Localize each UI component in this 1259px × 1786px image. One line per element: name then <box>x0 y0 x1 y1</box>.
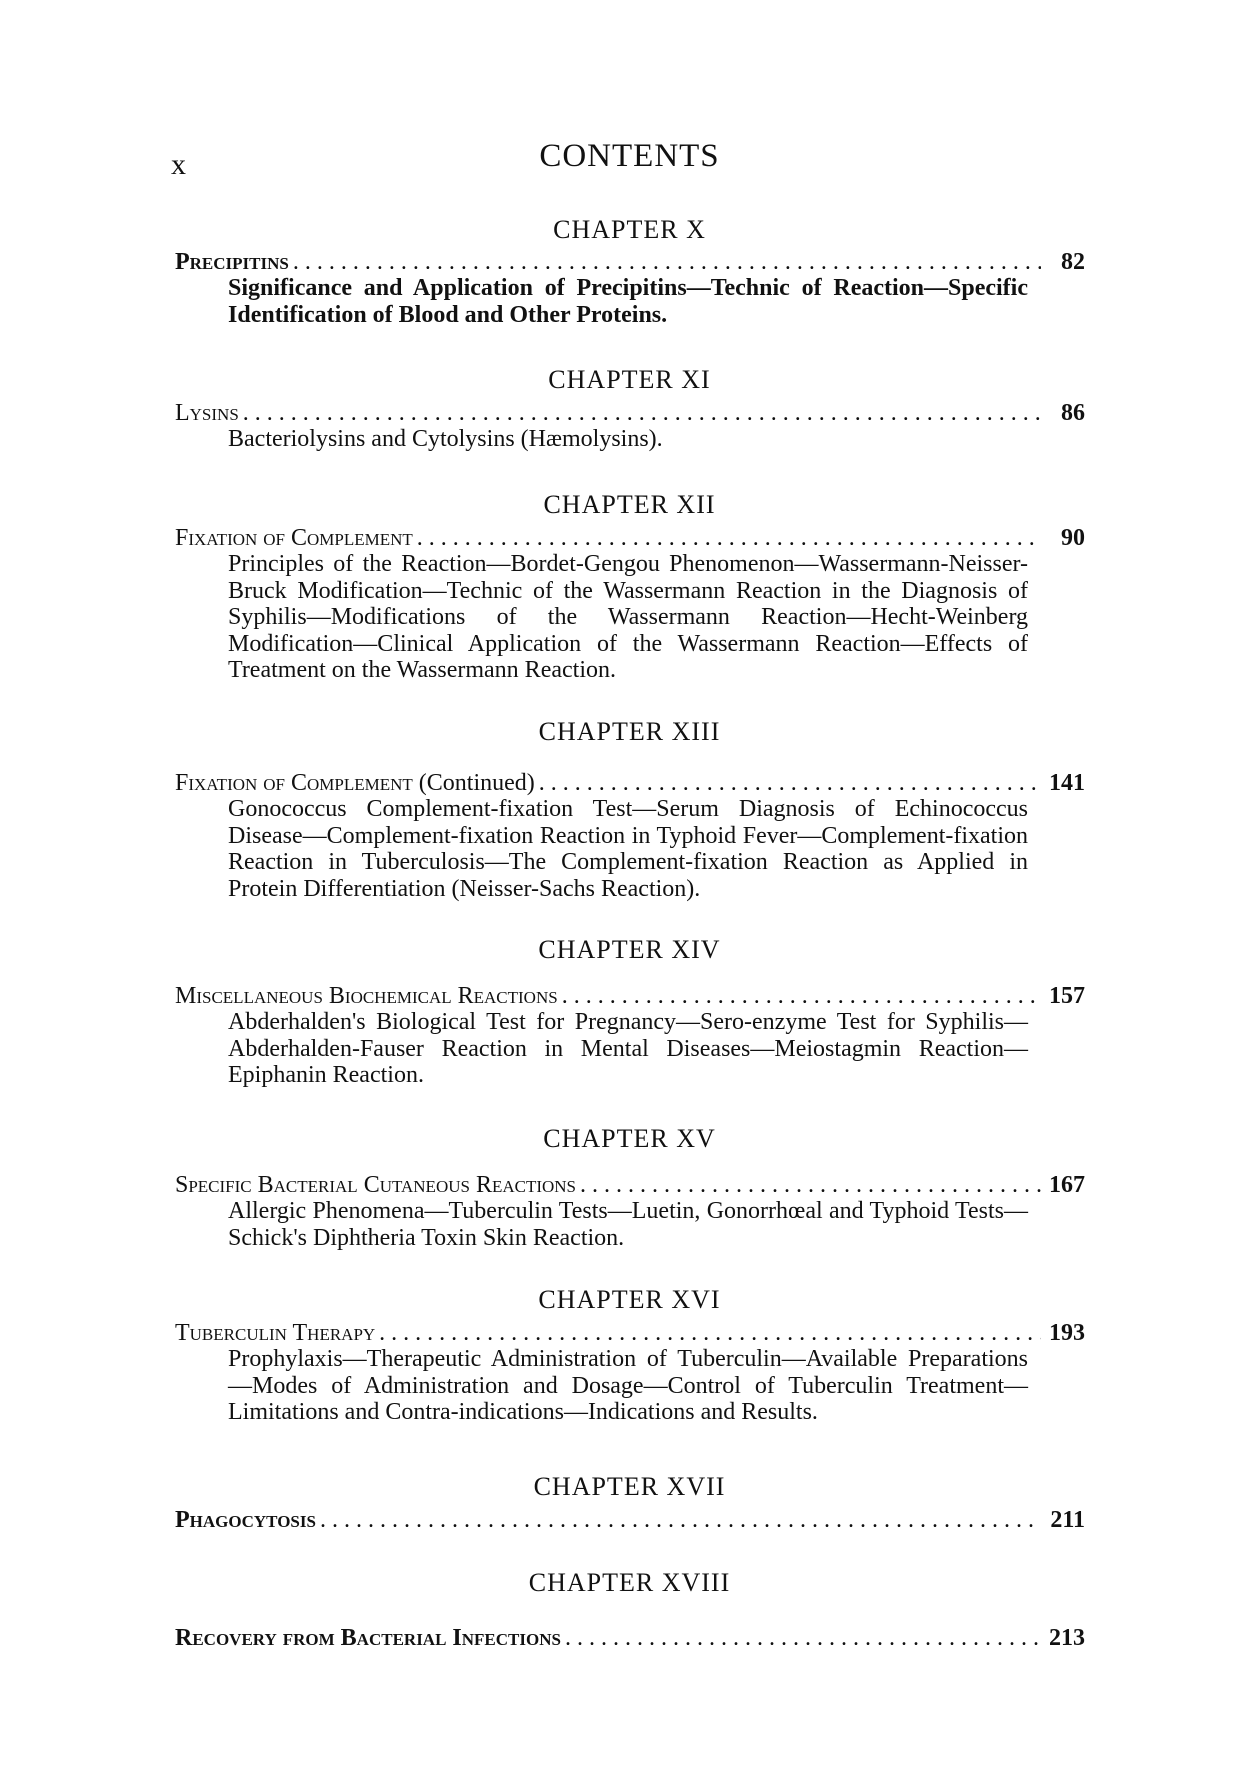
toc-entry <box>175 1172 1085 1251</box>
page-number: 193 <box>1049 1320 1085 1346</box>
dot-leader <box>539 770 1041 796</box>
running-head: CONTENTS <box>539 138 720 174</box>
toc-line <box>175 1320 1085 1346</box>
page-number: 211 <box>1050 1507 1085 1533</box>
toc-line <box>175 1507 1085 1533</box>
page-number: 90 <box>1061 525 1085 551</box>
chapter-heading: CHAPTER XIV <box>538 935 721 964</box>
dot-leader <box>580 1172 1041 1198</box>
toc-line <box>175 770 1085 796</box>
chapter-heading: CHAPTER XVIII <box>528 1568 731 1597</box>
toc-line <box>175 1172 1085 1198</box>
dot-leader <box>243 400 1041 426</box>
entry-title: Miscellaneous Biochemical Reactions <box>175 983 558 1009</box>
toc-entry <box>175 983 1085 1089</box>
dot-leader <box>562 983 1041 1009</box>
entry-description: Bacteriolysins and Cytolysins (Hæmolysins). <box>228 426 663 452</box>
entry-description: Significance and Application of Precipitins—Technic of Reaction—Specific Identification of Blood and Other Proteins. <box>228 275 1028 328</box>
entry-title: Specific Bacterial Cutaneous Reactions <box>175 1172 577 1198</box>
chapter-heading: CHAPTER XVII <box>533 1472 726 1501</box>
dot-leader <box>320 1507 1041 1533</box>
toc-entry <box>175 400 1085 453</box>
page-number: 167 <box>1049 1172 1085 1198</box>
toc-entry <box>175 1625 1085 1651</box>
entry-title: Recovery from Bacterial Infections <box>175 1625 561 1651</box>
entry-description: Principles of the Reaction—Bordet-Gengou Phenomenon—Wassermann-Neisser-Bruck Modification—Technic of the Wassermann Reaction in the Diagnosis of Syphilis—Modifications of the Wassermann Reaction—Hecht-Weinberg Modification—Clinical Application of the Wassermann Reaction—Effects of Treatment on the Wassermann Reaction. <box>228 551 1028 683</box>
dot-leader <box>565 1625 1041 1651</box>
toc-entry <box>175 1320 1085 1426</box>
chapter-heading: CHAPTER XII <box>543 490 716 519</box>
toc-line <box>175 983 1085 1009</box>
chapter-heading: CHAPTER XI <box>548 365 711 394</box>
entry-description: Abderhalden's Biological Test for Pregnancy—Sero-enzyme Test for Syphilis—Abderhalden-Fauser Reaction in Mental Diseases—Meiostagmin Reaction—Epiphanin Reaction. <box>228 1009 1028 1088</box>
entry-title: Fixation of Complement <box>175 525 413 551</box>
entry-title: Phagocytosis <box>175 1507 316 1533</box>
dot-leader <box>379 1320 1041 1346</box>
toc-line <box>175 249 1085 275</box>
page-number: 141 <box>1049 770 1085 796</box>
toc-entry <box>175 249 1085 328</box>
page-folio: x <box>171 148 186 181</box>
chapter-heading: CHAPTER XIII <box>538 717 721 746</box>
page-number: 213 <box>1049 1625 1085 1651</box>
toc-line <box>175 1625 1085 1651</box>
entry-title: Lysins <box>175 400 239 426</box>
toc-entry <box>175 1507 1085 1533</box>
dot-leader <box>293 249 1041 275</box>
chapter-heading: CHAPTER X <box>553 215 706 244</box>
entry-description: Prophylaxis—Therapeutic Administration of Tuberculin—Available Preparations—Modes of Administration and Dosage—Control of Tuberculin Treatment—Limitations and Contra-indications—Indications and Results. <box>228 1346 1028 1425</box>
toc-line <box>175 400 1085 426</box>
page-number: 82 <box>1061 249 1085 275</box>
toc-entry <box>175 770 1085 902</box>
entry-title: Tuberculin Therapy <box>175 1320 376 1346</box>
entry-title-suffix: (Continued) <box>418 770 535 796</box>
dot-leader <box>417 525 1041 551</box>
toc-line <box>175 525 1085 551</box>
chapter-heading: CHAPTER XV <box>543 1124 716 1153</box>
entry-description: Gonococcus Complement-fixation Test—Serum Diagnosis of Echinococcus Disease—Complement-fixation Reaction in Typhoid Fever—Complement-fixation Reaction in Tuberculosis—The Complement-fixation Reaction as Applied in Protein Differentiation (Neisser-Sachs Reaction). <box>228 796 1028 902</box>
entry-title: Precipitins <box>175 249 289 275</box>
page-number: 157 <box>1049 983 1085 1009</box>
chapter-heading: CHAPTER XVI <box>538 1285 721 1314</box>
toc-entry <box>175 525 1085 684</box>
entry-title: Fixation of Complement <box>175 770 413 796</box>
entry-description: Allergic Phenomena—Tuberculin Tests—Luetin, Gonorrhœal and Typhoid Tests—Schick's Diphtheria Toxin Skin Reaction. <box>228 1198 1028 1251</box>
page-number: 86 <box>1061 400 1085 426</box>
